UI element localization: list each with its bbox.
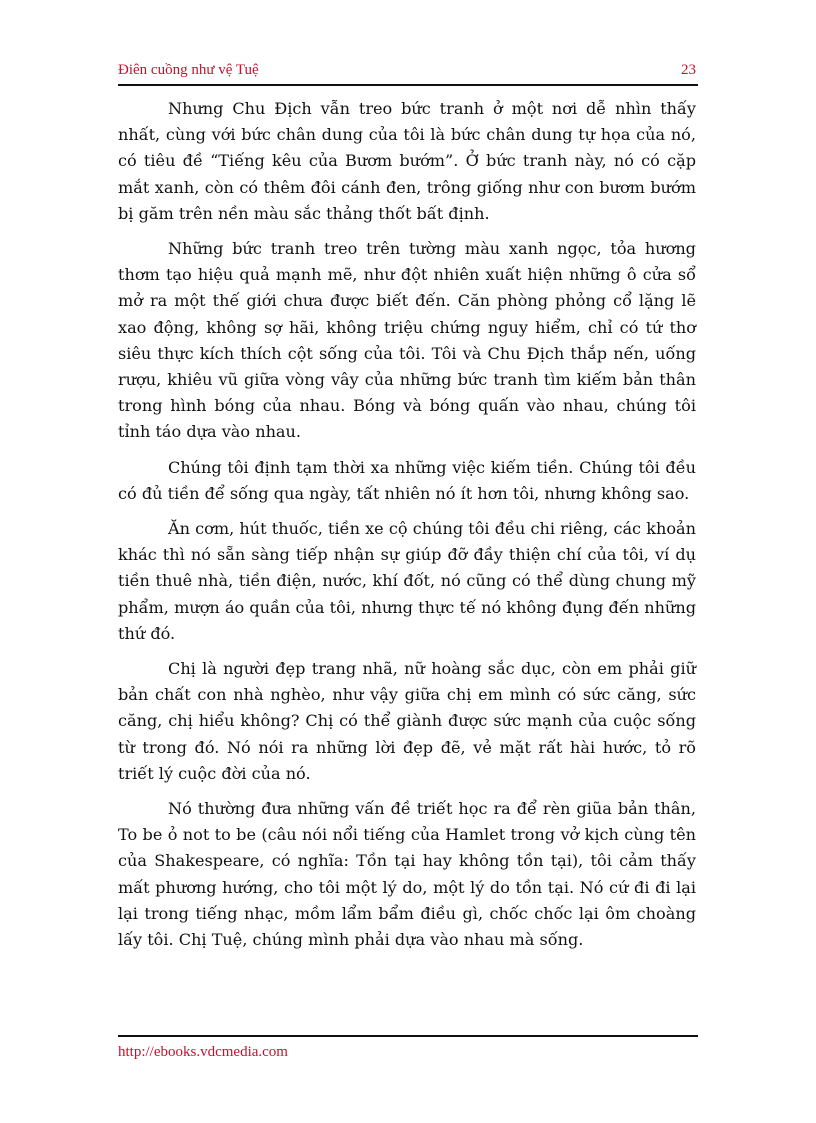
paragraph: Chúng tôi định tạm thời xa những việc kiếm tiền. Chúng tôi đều có đủ tiền để sống qua ngày, tất nhiên nó ít hơn tôi, nhưng không sao.: [118, 457, 696, 503]
paragraph: Những bức tranh treo trên tường màu xanh ngọc, tỏa hương thơm tạo hiệu quả mạnh mẽ, như đột nhiên xuất hiện những ô cửa sổ mở ra một thế giới chưa được biết đến. Căn phòng phỏng cổ lặng lẽ xao động, không sợ hãi, không triệu chứng nguy hiểm, chỉ có tứ thơ siêu thực kích thích cột sống của tôi. Tôi và Chu Địch thắp nến, uống rượu, khiêu vũ giữa vòng vây của những bức tranh tìm kiếm bản thân trong hình bóng của nhau. Bóng và bóng quấn vào nhau, chúng tôi tỉnh táo dựa vào nhau.: [118, 239, 696, 442]
paragraph: Chị là người đẹp trang nhã, nữ hoàng sắc dục, còn em phải giữ bản chất con nhà nghèo, như vậy giữa chị em mình có sức căng, sức căng, chị hiểu không? Chị có thể giành được sức mạnh của cuộc sống từ trong đó. Nó nói ra những lời đẹp đẽ, vẻ mặt rất hài hước, tỏ rõ triết lý cuộc đời của nó.: [118, 659, 696, 783]
paragraph: Ăn cơm, hút thuốc, tiền xe cộ chúng tôi đều chi riêng, các khoản khác thì nó sẵn sàng tiếp nhận sự giúp đỡ đầy thiện chí của tôi, ví dụ tiền thuê nhà, tiền điện, nước, khí đốt, nó cũng có thể dùng chung mỹ phẩm, mượn áo quần của tôi, nhưng thực tế nó không đụng đến những thứ đó.: [118, 519, 696, 643]
page-body: [118, 96, 696, 962]
footer-url-link[interactable]: http://ebooks.vdcmedia.com: [118, 1044, 288, 1060]
page-header: [118, 62, 698, 84]
paragraph: Nó thường đưa những vấn đề triết học ra để rèn giũa bản thân, To be ỏ not to be (câu nói nổi tiếng của Hamlet trong vở kịch cùng tên của Shakespeare, có nghĩa: Tồn tại hay không tồn tại), tôi cảm thấy mất phương hướng, cho tôi một lý do, một lý do tồn tại. Nó cứ đi đi lại lại trong tiếng nhạc, mồm lẩm bẩm điều gì, chốc chốc lại ôm choàng lấy tôi. Chị Tuệ, chúng mình phải dựa vào nhau mà sống.: [118, 799, 696, 950]
header-divider: [118, 84, 698, 86]
paragraph: Nhưng Chu Địch vẫn treo bức tranh ở một nơi dễ nhìn thấy nhất, cùng với bức chân dung của tôi là bức chân dung tự họa của nó, có tiêu đề “Tiếng kêu của Bươm bướm”. Ở bức tranh này, nó có cặp mắt xanh, còn có thêm đôi cánh đen, trông giống như con bươm bướm bị găm trên nền màu sắc thảng thốt bất định.: [118, 99, 696, 223]
book-title: Điên cuồng như vệ Tuệ: [118, 62, 259, 78]
footer-divider: [118, 1035, 698, 1037]
page-number: 23: [681, 62, 696, 78]
